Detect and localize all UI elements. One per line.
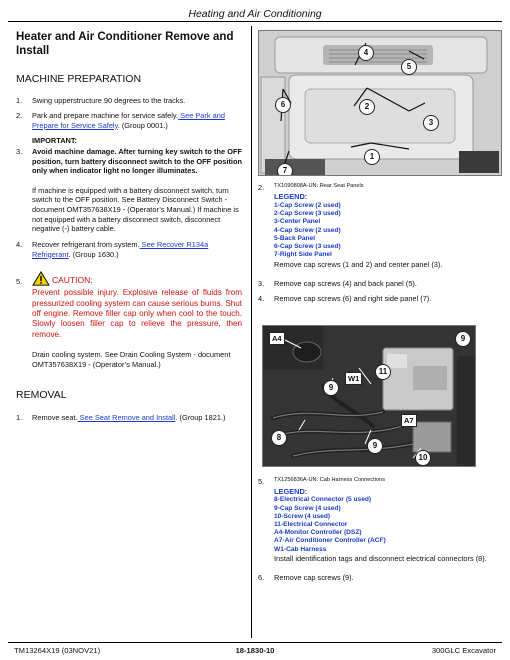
label-w1: W1: [345, 372, 362, 385]
callout-11: 11: [375, 364, 391, 380]
legend-item: 6-Cap Screw (3 used): [274, 243, 341, 251]
recover-refrigerant-link[interactable]: See Recover R134a Refrigerant: [32, 239, 209, 259]
callout-4: 4: [358, 45, 374, 61]
right-column: [258, 30, 502, 587]
step-2: 2. Park and prepare machine for service safely. See Park and Prepare for Service Safely. (Group 0001.): [16, 111, 225, 130]
figure2-instruction: Install identification tags and disconnect electrical connectors (8).: [274, 553, 487, 563]
column-divider: [251, 26, 252, 638]
rear-seat-panels-photo: [258, 30, 502, 176]
removal-heading: REMOVAL: [16, 389, 67, 402]
figure1-caption: TX1090808A-UN: Rear Seat Panels: [274, 183, 364, 189]
cab-harness-photo: [262, 325, 476, 467]
step-5: 5. CAUTION:: [16, 271, 242, 286]
battery-disconnect-text: If machine is equipped with a battery disconnect switch, turn switch to the OFF position. See Battery Disconnect Switch - document OMT357638X19 - (Operator’s Manual.) If machine is not equipped with a battery disconnect switch, disconnect negative (-) battery cable.: [32, 185, 239, 234]
footer-rule: [8, 642, 502, 643]
legend-item: 1-Cap Screw (2 used): [274, 201, 341, 209]
drain-cooling-text: Drain cooling system. See Drain Cooling System - document OMT357638X19 - (Operator’s Manual.): [32, 349, 231, 369]
right-step-4: 4. Remove cap screws (6) and right side panel (7).: [258, 293, 432, 303]
left-column: [16, 30, 242, 427]
figure2-legend-heading: LEGEND:: [274, 486, 308, 496]
legend-item: W1-Cab Harness: [274, 545, 327, 553]
callout-6: 6: [275, 97, 291, 113]
callout-7: 7: [277, 163, 293, 176]
legend-item: 4-Cap Screw (2 used): [274, 226, 341, 234]
callout-10: 10: [415, 450, 431, 466]
label-a4: A4: [269, 332, 285, 345]
seat-remove-link[interactable]: See Seat Remove and Install: [77, 412, 176, 422]
legend-item: 9-Cap Screw (4 used): [274, 504, 341, 512]
legend-item: 11-Electrical Connector: [274, 521, 348, 528]
figure2-legend-block: 5. TX1256836A-UN: Cab Harness Connections LEGEND: 8-Electrical Connector (5 used) 9-Cap Screw (4 used) 10-Screw (4 used) 11-Electrical Connector A4-Monitor Controller (DSZ) A7-Air Conditioner Controller (ACF) W1-Cab Harness Install identification tags and disconnect electrical connectors (8).: [258, 477, 487, 563]
removal-step-1: 1. Remove seat. See Seat Remove and Install. (Group 1821.): [16, 412, 226, 422]
legend-item: A7-Air Conditioner Controller (ACF): [274, 537, 386, 545]
procedure-title: Heater and Air Conditioner Remove and Install: [16, 31, 234, 58]
right-step-3: 3. Remove cap screws (4) and back panel (5).: [258, 279, 417, 289]
callout-8: 8: [271, 430, 287, 446]
callout-9-left: 9: [323, 380, 339, 396]
figure1-legend-block: 2. TX1090808A-UN: Rear Seat Panels LEGEND: 1-Cap Screw (2 used) 2-Cap Screw (3 used) 3-Center Panel 4-Cap Screw (2 used) 5-Back Panel 6-Cap Screw (3 used) 7-Right Side Panel Remove cap screws (1 and 2) and center panel (3).: [258, 183, 443, 269]
legend-item: 5-Back Panel: [274, 234, 316, 242]
park-prepare-link[interactable]: See Park and Prepare for Service Safely: [32, 111, 225, 130]
legend-item: 2-Cap Screw (3 used): [274, 210, 341, 218]
figure2-caption: TX1256836A-UN: Cab Harness Connections: [274, 477, 386, 484]
callout-9-bottom: 9: [367, 438, 383, 454]
callout-3: 3: [423, 115, 439, 131]
header-rule: [8, 21, 502, 22]
callout-2: 2: [359, 99, 375, 115]
figure1-instruction: Remove cap screws (1 and 2) and center panel (3).: [274, 259, 443, 269]
step-1: 1. Swing upperstructure 90 degrees to the tracks.: [16, 96, 186, 106]
warning-triangle-icon: [32, 271, 50, 286]
important-heading: IMPORTANT:: [32, 136, 78, 146]
step-4: 4. Recover refrigerant from system. See Recover R134a Refrigerant. (Group 1630.): [16, 239, 209, 259]
important-text: Avoid machine damage. After turning key switch to the OFF position, turn battery disconnect switch to the OFF position only when indicator light no longer illuminates.: [32, 146, 242, 176]
footer-model: 300GLC Excavator: [431, 646, 496, 655]
label-a7: A7: [401, 414, 417, 427]
page-header-title: Heating and Air Conditioning: [188, 8, 322, 20]
legend-item: 7-Right Side Panel: [274, 251, 332, 259]
legend-item: 8-Electrical Connector (5 used): [274, 496, 372, 504]
step-3: 3. Avoid machine damage. After turning key switch to the OFF position, turn battery disconnect switch to the OFF position only when indicator light no longer illuminates.: [16, 146, 242, 176]
callout-9-top: 9: [455, 331, 471, 347]
right-step-6: 6. Remove cap screws (9).: [258, 572, 354, 582]
machine-prep-heading: MACHINE PREPARATION: [16, 72, 142, 85]
caution-label: CAUTION:: [52, 275, 93, 286]
callout-1: 1: [364, 149, 380, 165]
legend-item: 3-Center Panel: [274, 218, 321, 226]
footer-doc-id: TM13264X19 (03NOV21): [14, 646, 101, 655]
figure1-legend-heading: LEGEND:: [274, 192, 308, 202]
legend-item: 10-Screw (4 used): [274, 512, 331, 520]
footer-page-number: 18-1830-10: [235, 646, 275, 655]
rear-seat-panels-illustration: [259, 31, 502, 176]
prep-steps: [16, 96, 242, 130]
callout-5: 5: [401, 59, 417, 75]
legend-item: A4-Monitor Controller (DSZ): [274, 529, 362, 537]
caution-text: Prevent possible injury. Explosive release of fluids from pressurized cooling system can cause serious burns. Shut off engine. Remove filler cap only when cool to the touch. Slowly loosen filler cap to relieve the pressure, then remove.: [32, 288, 242, 339]
